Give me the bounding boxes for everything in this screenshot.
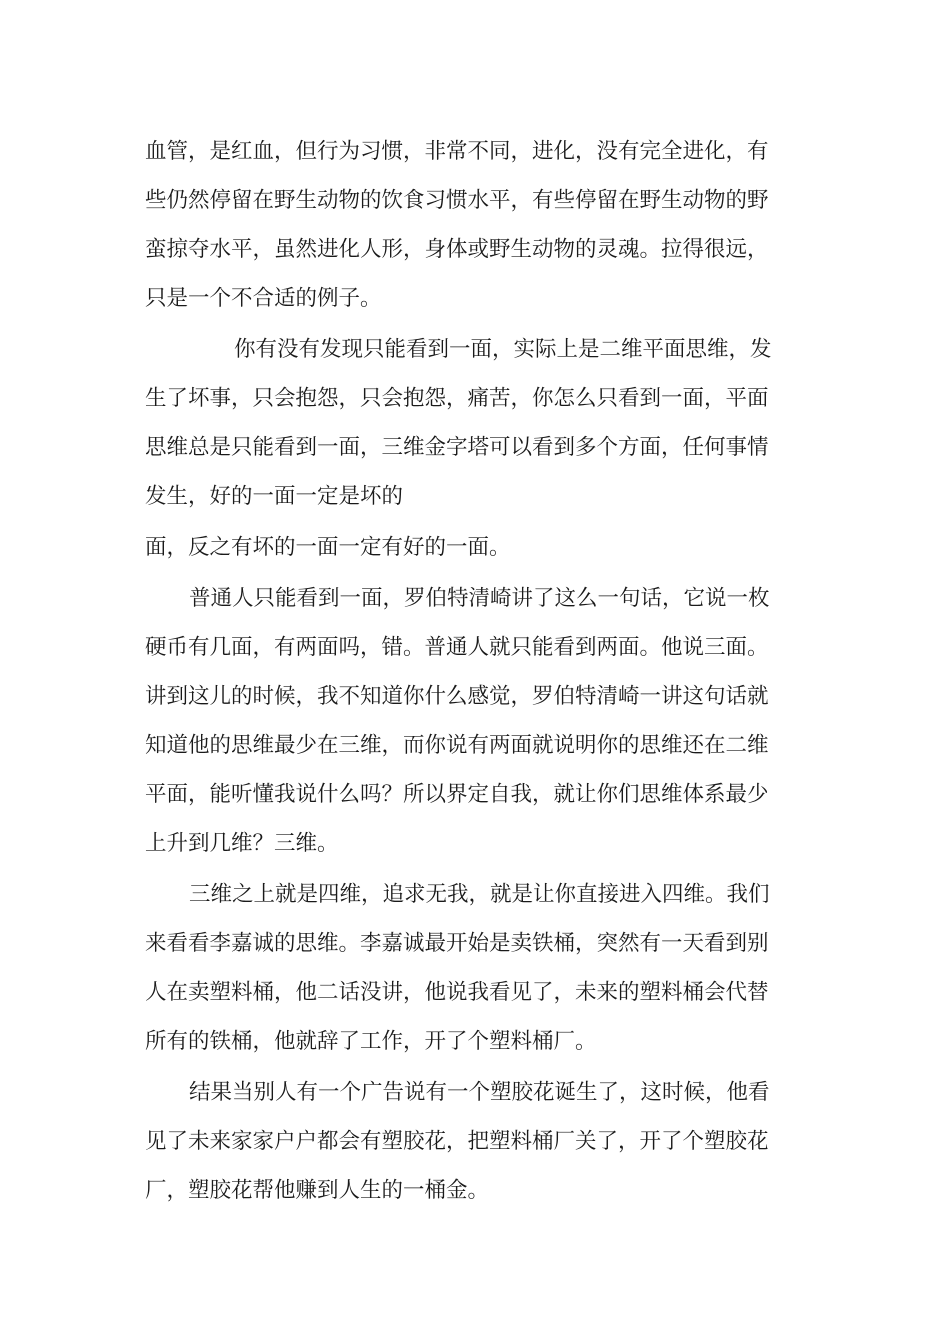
text-line: 所有的铁桶，他就辞了工作，开了个塑料桶厂。 [145,1029,597,1054]
text-line: 人在卖塑料桶，他二话没讲，他说我看见了，未来的塑料桶会代替 [145,980,769,1005]
text-line: 蛮掠夺水平，虽然进化人形，身体或野生动物的灵魂。拉得很远， [145,237,769,262]
text-line: 面，反之有坏的一面一定有好的一面。 [145,535,511,560]
text-line: 只是一个不合适的例子。 [145,286,382,311]
text-line: 上升到几维？三维。 [145,831,339,856]
text-line: 硬币有几面，有两面吗，错。普通人就只能看到两面。他说三面。 [145,635,769,660]
text-line: 知道他的思维最少在三维，而你说有两面就说明你的思维还在二维 [145,733,769,758]
text-line: 三维之上就是四维，追求无我，就是让你直接进入四维。我们 [189,882,770,907]
text-line: 血管，是红血，但行为习惯，非常不同，进化，没有完全进化，有 [145,139,769,164]
text-line: 讲到这儿的时候，我不知道你什么感觉，罗伯特清崎一讲这句话就 [145,684,769,709]
text-line: 厂，塑胶花帮他赚到人生的一桶金。 [145,1178,490,1203]
text-line: 你有没有发现只能看到一面，实际上是二维平面思维，发 [234,337,772,362]
text-line: 生了坏事，只会抱怨，只会抱怨，痛苦，你怎么只看到一面，平面 [145,386,769,411]
text-line: 些仍然停留在野生动物的饮食习惯水平，有些停留在野生动物的野 [145,188,769,213]
text-line: 思维总是只能看到一面，三维金字塔可以看到多个方面，任何事情 [145,435,769,460]
text-line: 发生，好的一面一定是坏的 [145,484,404,509]
text-line: 见了未来家家户户都会有塑胶花，把塑料桶厂关了，开了个塑胶花 [145,1129,769,1154]
text-line: 结果当别人有一个广告说有一个塑胶花诞生了，这时候，他看 [189,1080,770,1105]
text-line: 来看看李嘉诚的思维。李嘉诚最开始是卖铁桶，突然有一天看到别 [145,931,769,956]
text-line: 普通人只能看到一面，罗伯特清崎讲了这么一句话，它说一枚 [189,586,770,611]
text-line: 平面，能听懂我说什么吗？所以界定自我，就让你们思维体系最少 [145,782,769,807]
